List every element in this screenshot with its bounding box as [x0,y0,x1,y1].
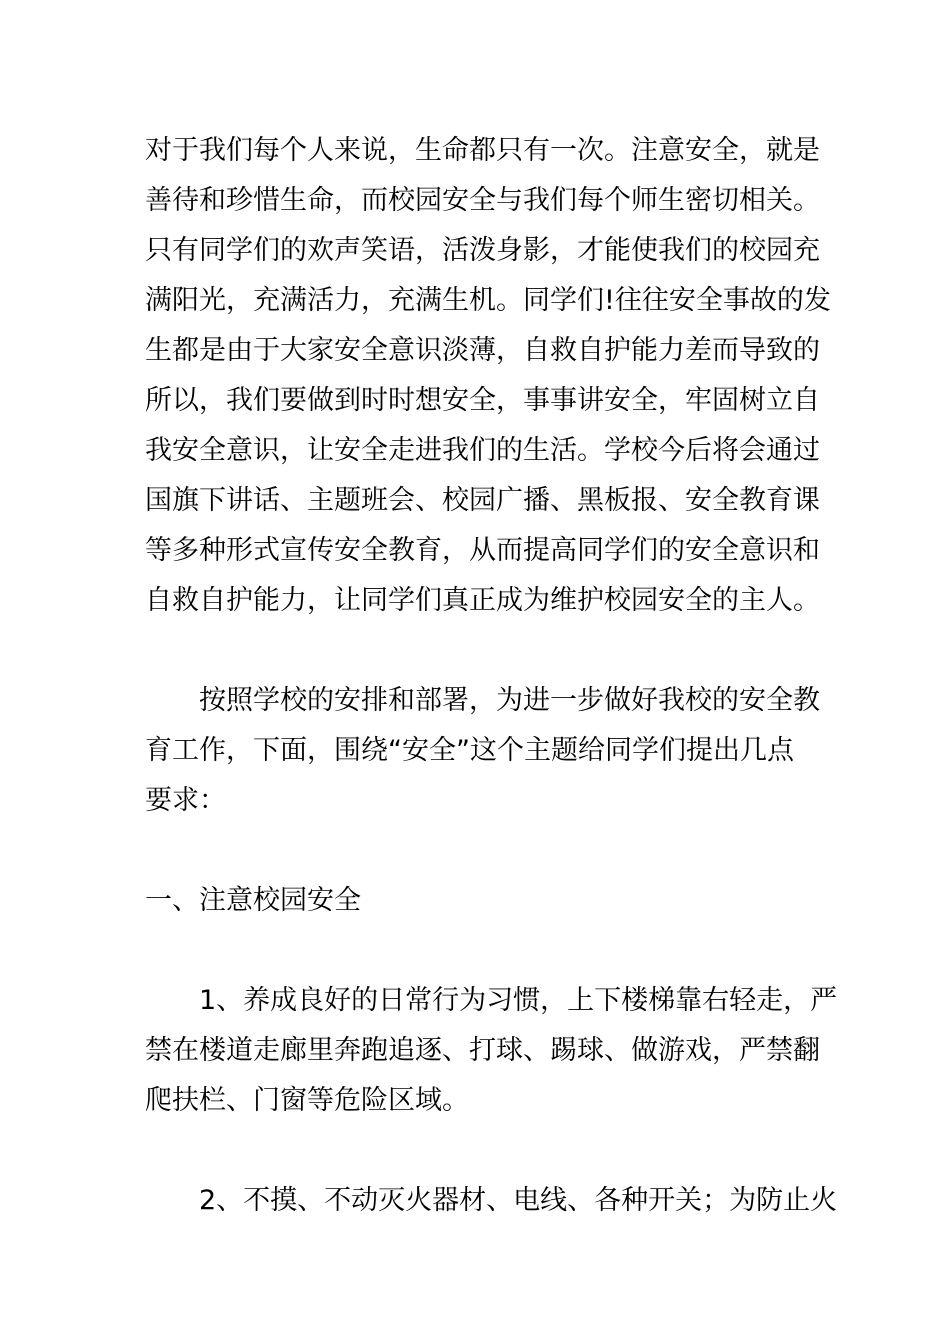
paragraph-spacer [145,926,810,976]
paragraph-arrangement [145,676,820,826]
text-line: 满阳光，充满活力，充满生机。同学们!往往安全事故的发 [145,285,831,316]
text-line: 生都是由于大家安全意识淡薄，自救自护能力差而导致的 [145,335,820,366]
text-line: 所以，我们要做到时时想安全，事事讲安全，牢固树立自 [145,385,820,416]
document-body [145,126,838,1226]
heading-text: 一、注意校园安全 [145,885,361,916]
text-line: 我安全意识，让安全走进我们的生活。学校今后将会通过 [145,435,820,466]
text-line: 爬扶栏、门窗等危险区域。 [145,1085,469,1116]
text-line: 善待和珍惜生命，而校园安全与我们每个师生密切相关。 [145,185,820,216]
text-line: 禁在楼道走廊里奔跑追逐、打球、踢球、做游戏，严禁翻 [145,1035,820,1066]
text-line: 育工作，下面，围绕“安全”这个主题给同学们提出几点 [145,735,794,766]
paragraph-spacer [145,826,810,876]
paragraph-intro [145,126,831,626]
paragraph-spacer [145,1126,810,1176]
section-heading [145,876,810,926]
list-item-2 [145,1176,838,1226]
text-line: 1、养成良好的日常行为习惯，上下楼梯靠右轻走，严 [199,985,838,1016]
text-line: 国旗下讲话、主题班会、校园广播、黑板报、安全教育课 [145,485,820,516]
text-line: 对于我们每个人来说，生命都只有一次。注意安全，就是 [145,135,820,166]
text-line: 要求： [145,785,226,816]
paragraph-spacer [145,626,810,676]
list-item-1 [145,976,838,1126]
text-line: 只有同学们的欢声笑语，活泼身影，才能使我们的校园充 [145,235,820,266]
text-line: 等多种形式宣传安全教育，从而提高同学们的安全意识和 [145,535,820,566]
text-line: 按照学校的安排和部署，为进一步做好我校的安全教 [199,685,820,716]
text-line: 自救自护能力，让同学们真正成为维护校园安全的主人。 [145,585,820,616]
text-line: 2、不摸、不动灭火器材、电线、各种开关；为防止火 [199,1185,838,1216]
